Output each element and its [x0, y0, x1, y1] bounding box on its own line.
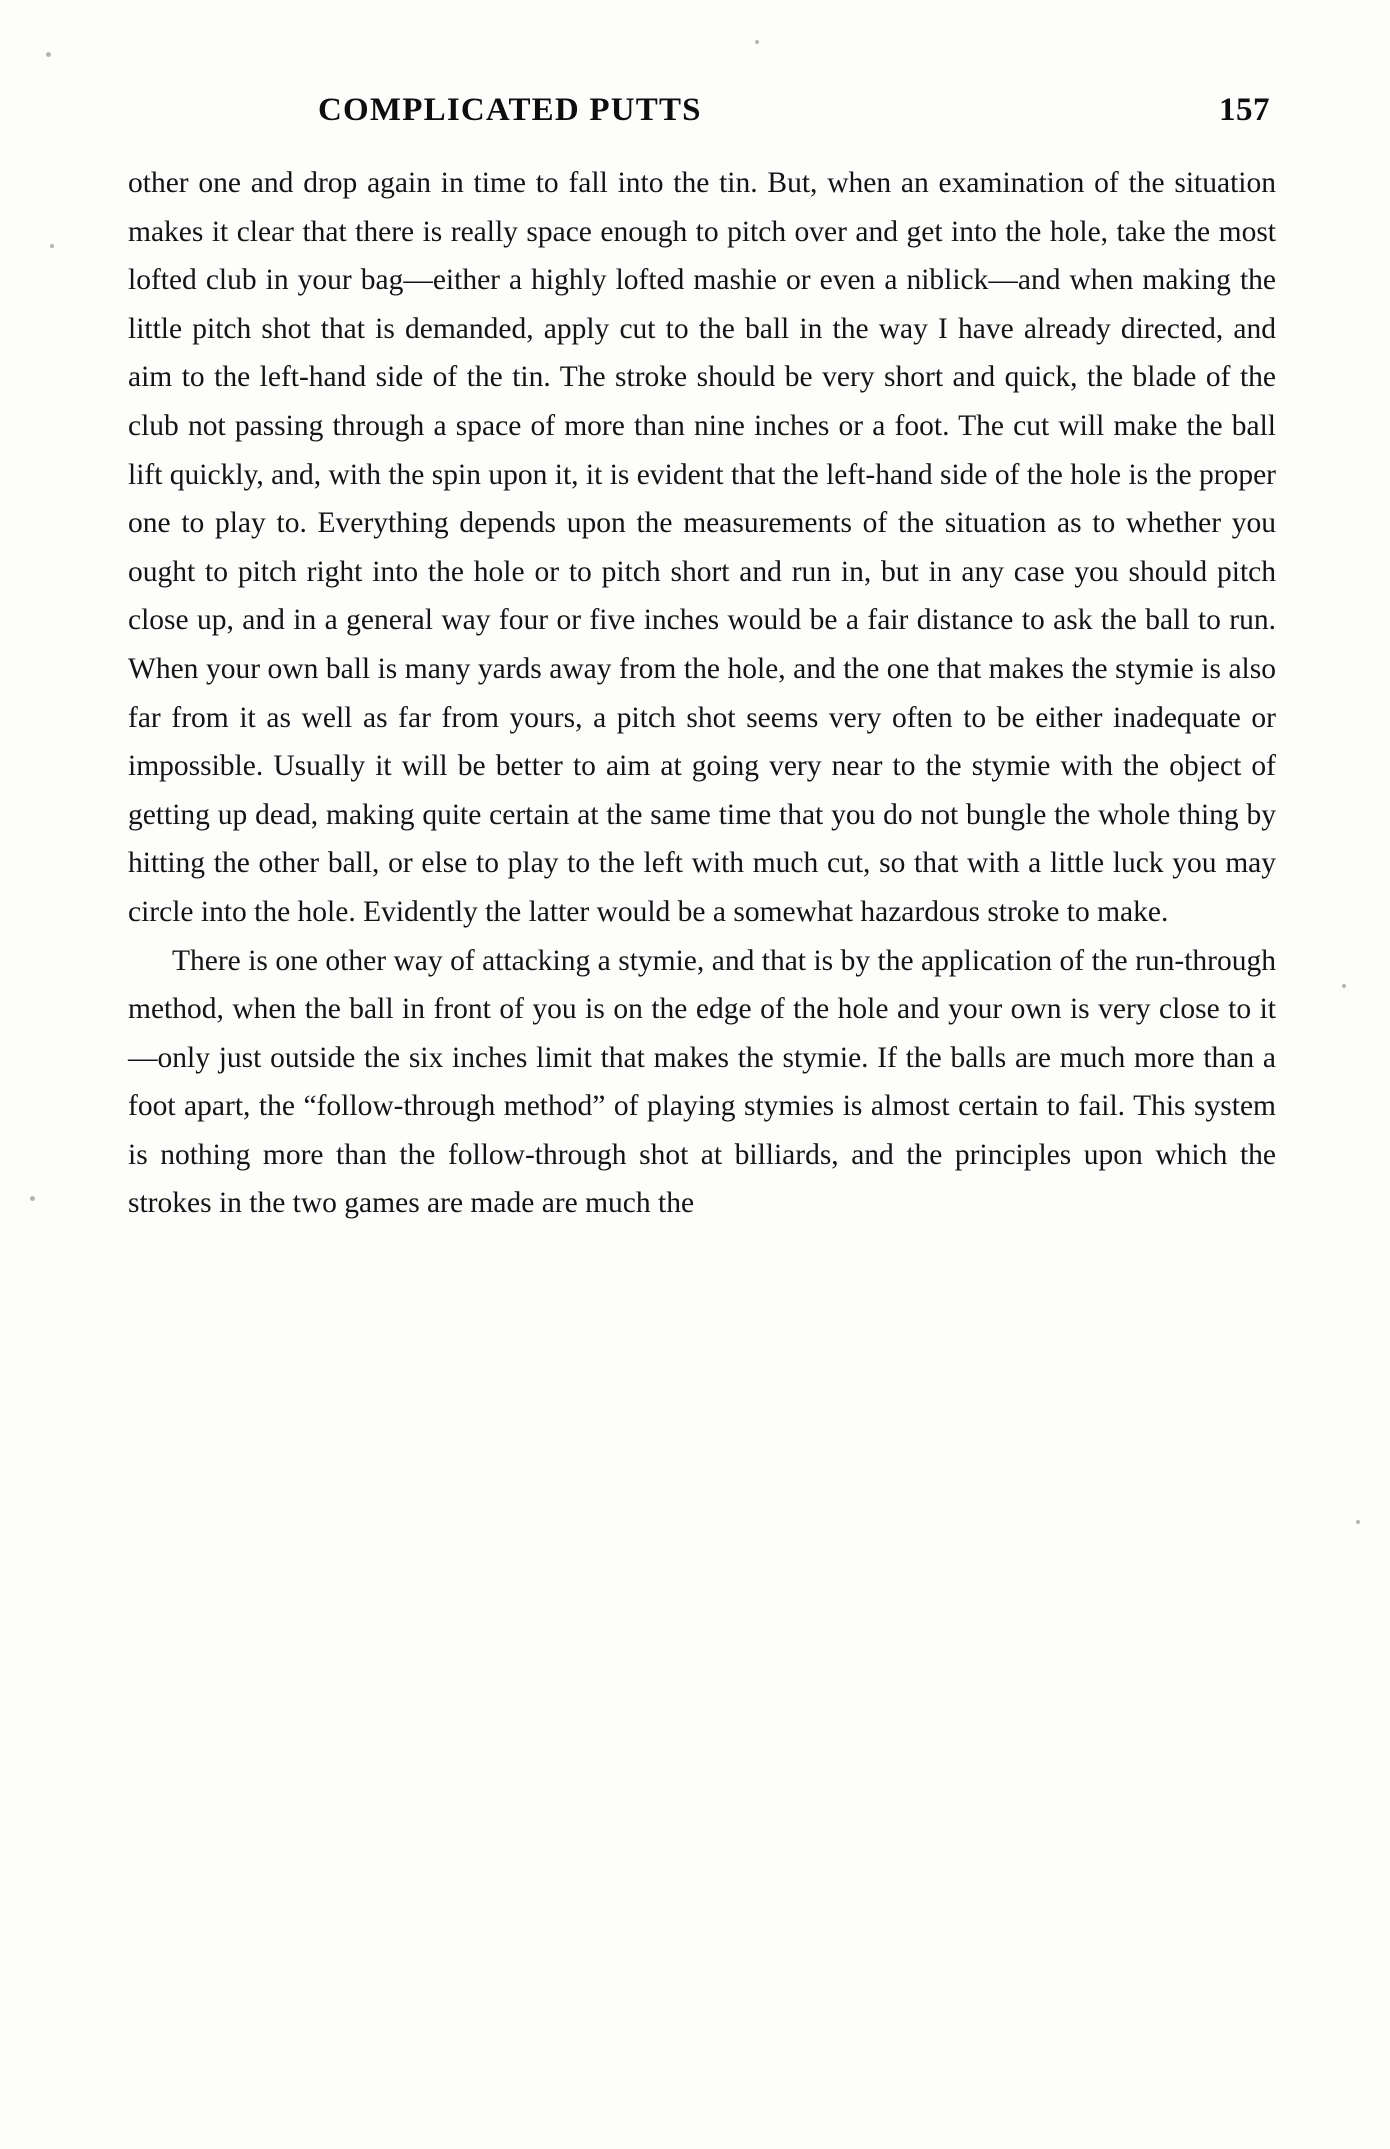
paragraph: There is one other way of attacking a stymie, and that is by the application of the run-through method, when the ball in front of you is on the edge of the hole and your own is very close to it—only just outside the six inches limit that makes the stymie. If the balls are much more than a foot apart, the “follow-through method” of playing stymies is almost certain to fail. This system is nothing more than the follow-through shot at billiards, and the principles upon which the strokes in the two games are made are much the	[128, 944, 1276, 1220]
page-header	[128, 92, 1276, 129]
page-content	[128, 92, 1276, 1228]
scan-speck	[30, 1196, 35, 1201]
page-number: 157	[1219, 92, 1270, 128]
scan-speck	[50, 244, 54, 248]
scan-speck	[755, 40, 759, 44]
scan-speck	[46, 52, 51, 57]
scan-speck	[1342, 984, 1346, 988]
scan-speck	[1356, 1520, 1360, 1524]
body-text	[128, 159, 1276, 1228]
running-head: COMPLICATED PUTTS	[318, 92, 702, 128]
paragraph: other one and drop again in time to fall into the tin. But, when an examination of the situation makes it clear that there is really space enough to pitch over and get into the hole, take the most lofted club in your bag—either a highly lofted mashie or even a niblick—and when making the little pitch shot that is demanded, apply cut to the ball in the way I have already directed, and aim to the left-hand side of the tin. The stroke should be very short and quick, the blade of the club not passing through a space of more than nine inches or a foot. The cut will make the ball lift quickly, and, with the spin upon it, it is evident that the left-hand side of the hole is the proper one to play to. Everything depends upon the measurements of the situation as to whether you ought to pitch right into the hole or to pitch short and run in, but in any case you should pitch close up, and in a general way four or five inches would be a fair distance to ask the ball to run. When your own ball is many yards away from the hole, and the one that makes the stymie is also far from it as well as far from yours, a pitch shot seems very often to be either inadequate or impossible. Usually it will be better to aim at going very near to the stymie with the object of getting up dead, making quite certain at the same time that you do not bungle the whole thing by hitting the other ball, or else to play to the left with much cut, so that with a little luck you may circle into the hole. Evidently the latter would be a somewhat hazardous stroke to make.	[128, 167, 1276, 928]
